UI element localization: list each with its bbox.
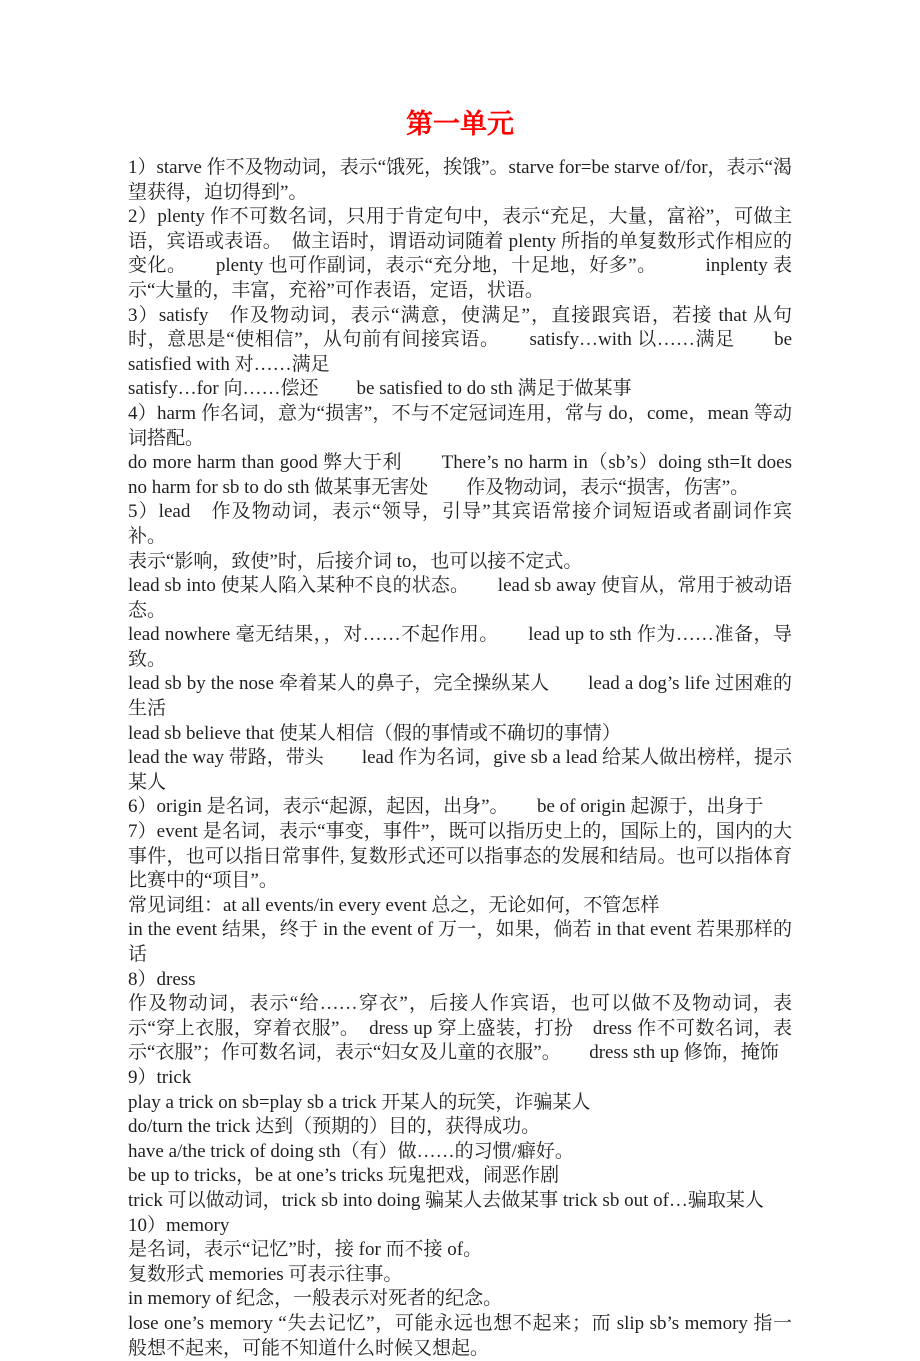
paragraph: in memory of 纪念，一般表示对死者的纪念。 bbox=[128, 1288, 503, 1310]
paragraph: do/turn the trick 达到（预期的）目的，获得成功。 bbox=[128, 1116, 541, 1138]
paragraph: lead nowhere 毫无结果，，对……不起作用。 lead up to sth 作为……准备，导致。 bbox=[128, 624, 792, 670]
paragraph: 是名词，表示“记忆”时，接 for 而不接 of。 bbox=[128, 1239, 483, 1261]
paragraph: 1）starve 作不及物动词，表示“饿死，挨饿”。starve for=be starve of/for，表示“渴望获得，迫切得到”。 bbox=[128, 157, 792, 203]
paragraph: trick 可以做动词，trick sb into doing 骗某人去做某事 trick sb out of…骗取某人 bbox=[128, 1189, 764, 1211]
paragraph: be up to tricks，be at one’s tricks 玩鬼把戏，闹恶作剧 bbox=[128, 1165, 560, 1187]
document-title: 第一单元 bbox=[406, 109, 514, 139]
paragraph: 9）trick bbox=[128, 1066, 192, 1088]
paragraph: 复数形式 memories 可表示往事。 bbox=[128, 1263, 403, 1285]
paragraph: do more harm than good 弊大于利 There’s no harm in（sb’s）doing sth=It does no harm for sb to do sth 做某事无害处 作及物动词，表示“损害，伤害”。 bbox=[128, 452, 792, 498]
paragraph: 常见词组：at all events/in every event 总之，无论如何，不管怎样 bbox=[128, 894, 660, 916]
paragraph: 2）plenty 作不可数名词，只用于肯定句中，表示“充足，大量，富裕”，可做主语，宾语或表语。 做主语时，谓语动词随着 plenty 所指的单复数形式作相应的变化。 plenty 也可作副词，表示“充分地，十足地，好多”。 inplenty 表示“大量的，丰富，充裕”可作表语，定语，状语。 bbox=[128, 206, 792, 301]
paragraph: 6）origin 是名词，表示“起源，起因，出身”。 be of origin 起源于，出身于 bbox=[128, 796, 764, 818]
paragraph: 10）memory bbox=[128, 1214, 230, 1236]
paragraph: 5）lead 作及物动词，表示“领导，引导”其宾语常接介词短语或者副词作宾补。 bbox=[128, 501, 792, 547]
paragraph: 7）event 是名词，表示“事变，事件”，既可以指历史上的，国际上的，国内的大事件，也可以指日常事件, 复数形式还可以指事态的发展和结局。也可以指体育比赛中的“项目”。 bbox=[128, 821, 792, 892]
paragraph: lead sb believe that 使某人相信（假的事情或不确切的事情） bbox=[128, 722, 621, 744]
paragraph: 4）harm 作名词，意为“损害”，不与不定冠词连用，常与 do，come，mean 等动词搭配。 bbox=[128, 402, 792, 449]
paragraph: lead sb by the nose 牵着某人的鼻子，完全操纵某人 lead a dog’s life 过困难的生活 bbox=[128, 673, 792, 720]
paragraph: lose one’s memory “失去记忆”，可能永远也想不起来；而 slip sb’s memory 指一般想不起来，可能不知道什么时候又想起。 bbox=[128, 1312, 792, 1359]
paragraph: in the event 结果，终于 in the event of 万一，如果，倘若 in that event 若果那样的话 bbox=[128, 919, 792, 965]
paragraph: 表示“影响，致使”时，后接介词 to，也可以接不定式。 bbox=[128, 550, 583, 572]
paragraph: 作及物动词，表示“给……穿衣”，后接人作宾语，也可以做不及物动词，表示“穿上衣服，穿着衣服”。 dress up 穿上盛装，打扮 dress 作不可数名词，表示“衣服”；作可数名词，表示“妇女及儿童的衣服”。 dress sth up 修饰，掩饰 bbox=[128, 993, 792, 1064]
paragraph: 8）dress bbox=[128, 968, 196, 990]
paragraph: lead sb into 使某人陷入某种不良的状态。 lead sb away 使盲从，常用于被动语态。 bbox=[128, 575, 792, 621]
paragraph: satisfy…for 向……偿还 be satisfied to do sth 满足于做某事 bbox=[128, 378, 632, 400]
paragraph: have a/the trick of doing sth（有）做……的习惯/癖好。 bbox=[128, 1140, 574, 1162]
paragraph: 3）satisfy 作及物动词，表示“满意，使满足”，直接跟宾语，若接 that 从句时，意思是“使相信”，从句前有间接宾语。 satisfy…with 以……满足 be satisfied with 对……满足 bbox=[128, 304, 792, 375]
paragraph: play a trick on sb=play sb a trick 开某人的玩笑，诈骗某人 bbox=[128, 1091, 591, 1113]
document-body bbox=[128, 156, 792, 1361]
paragraph: lead the way 带路，带头 lead 作为名词，give sb a lead 给某人做出榜样，提示某人 bbox=[128, 747, 792, 793]
